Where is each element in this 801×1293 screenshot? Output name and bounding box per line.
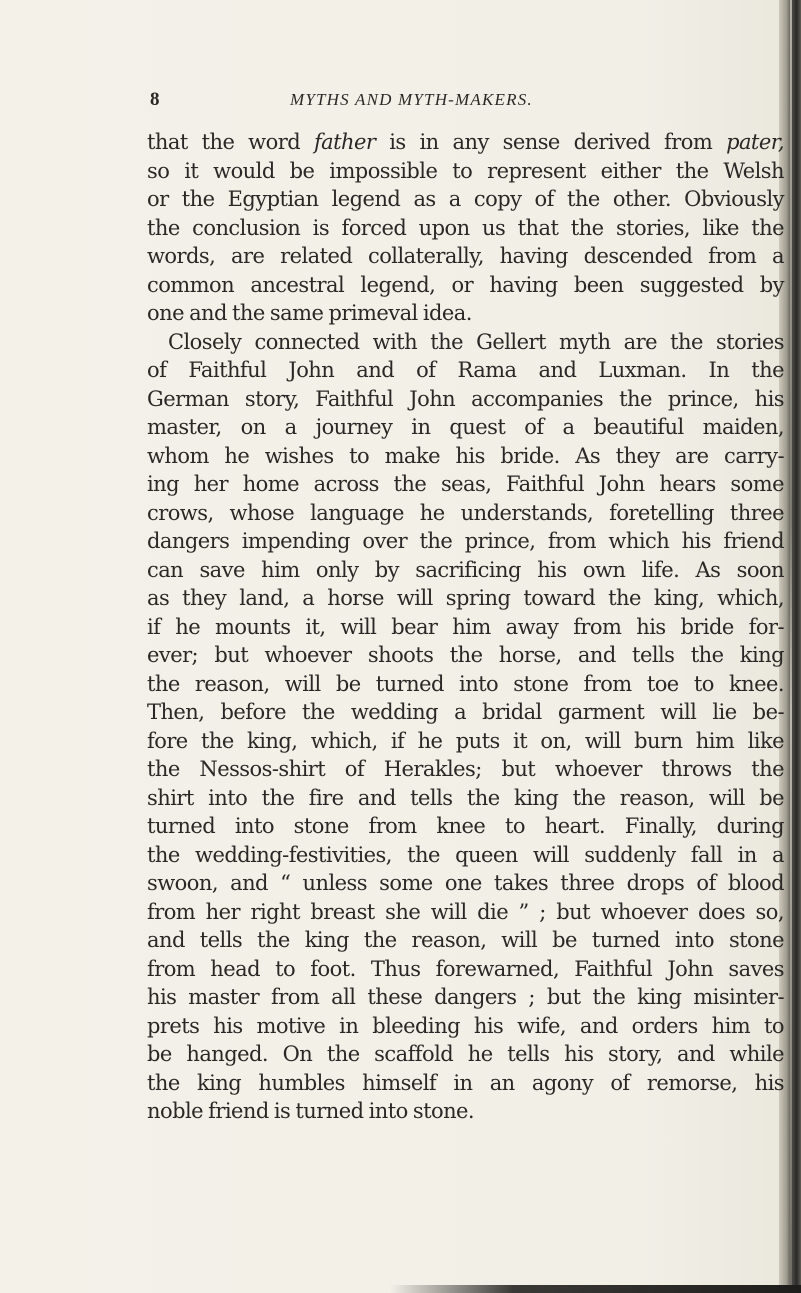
text-line: so it would be impossible to represent either the Welsh: [147, 158, 784, 183]
text-line: fore the king, which, if he puts it on, will burn him like: [147, 728, 784, 753]
text-line: whom he wishes to make his bride. As they are carry-: [147, 443, 784, 468]
text-line: common ancestral legend, or having been suggested by: [147, 272, 784, 297]
text-line: swoon, and “ unless some one takes three drops of blood: [147, 871, 784, 895]
text-line: if he mounts it, will bear him away from his bride for-: [147, 614, 784, 639]
text-line: and tells the king the reason, will be turned into stone: [147, 928, 784, 952]
text-line: his master from all these dangers ; but the king misinter-: [147, 985, 784, 1009]
text-line: words, are related collaterally, having descended from a: [147, 244, 784, 268]
text-line: one and the same primeval idea.: [147, 301, 472, 325]
text-line: the king humbles himself in an agony of remorse, his: [147, 1070, 784, 1095]
text-line: be hanged. On the scaffold he tells his story, and while: [147, 1042, 784, 1066]
text-line: Then, before the wedding a bridal garment will lie be-: [147, 700, 784, 724]
page-bottom-edge: [390, 1285, 801, 1293]
text-line: from head to foot. Thus forewarned, Faithful John saves: [147, 956, 784, 981]
text-line: prets his motive in bleeding his wife, and orders him to: [147, 1013, 784, 1038]
text-line: the Nessos-shirt of Herakles; but whoever throws the: [147, 757, 784, 781]
body-text: [147, 128, 784, 1126]
text-line: of Faithful John and of Rama and Luxman. In the: [147, 358, 784, 382]
text-line: as they land, a horse will spring toward the king, which,: [147, 586, 784, 610]
page-header: [0, 84, 801, 114]
page-number: 8: [150, 89, 160, 110]
text-line: crows, whose language he understands, foretelling three: [147, 500, 784, 525]
text-line: or the Egyptian legend as a copy of the other. Obviously: [147, 187, 784, 211]
text-line: the wedding-festivities, the queen will suddenly fall in a: [147, 842, 784, 867]
text-line: ever; but whoever shoots the horse, and tells the king: [147, 643, 784, 667]
text-line: turned into stone from knee to heart. Finally, during: [147, 814, 784, 838]
spine-highlight: [790, 0, 792, 1293]
text-line: the reason, will be turned into stone from toe to knee.: [147, 671, 784, 696]
text-line: German story, Faithful John accompanies the prince, his: [147, 386, 784, 411]
text-line: the conclusion is forced upon us that the stories, like the: [147, 215, 784, 240]
paragraph-first-line: Closely connected with the Gellert myth are the stories: [168, 329, 784, 354]
text-line: ing her home across the seas, Faithful John hears some: [147, 472, 784, 496]
italic-word: pater,: [726, 130, 784, 154]
text-line: noble friend is turned into stone.: [147, 1099, 475, 1123]
text-line: master, on a journey in quest of a beautiful maiden,: [147, 415, 784, 439]
text-line: dangers impending over the prince, from which his friend: [147, 529, 784, 553]
running-head: MYTHS AND MYTH-MAKERS.: [290, 90, 533, 109]
text-line: from her right breast she will die ” ; but whoever does so,: [147, 899, 784, 924]
italic-word: father: [313, 130, 376, 154]
text-line: can save him only by sacrificing his own life. As soon: [147, 557, 784, 582]
text-line: that the word father is in any sense derived from pater,: [147, 130, 784, 154]
text-line: shirt into the fire and tells the king the reason, will be: [147, 785, 784, 810]
